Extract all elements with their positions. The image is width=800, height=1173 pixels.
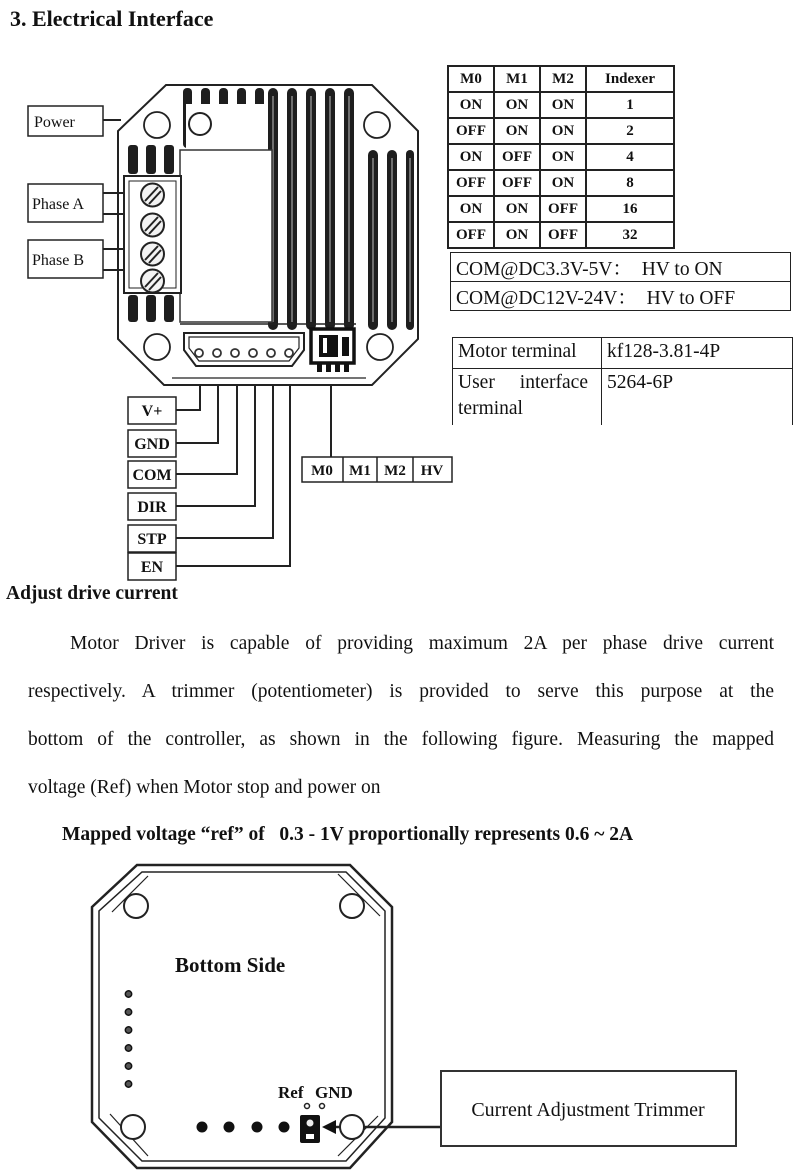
cell: 16 <box>586 196 674 222</box>
com-rule-1: COM@DC3.3V-5V： HV to ON <box>451 253 791 282</box>
motor-terminal-block <box>124 145 181 322</box>
ref-label: Ref <box>278 1083 304 1102</box>
paragraph-line: Motor Driver is capable of providing maximum 2A per phase drive current <box>70 633 774 654</box>
dip-label-m2: M2 <box>384 463 406 479</box>
cell: ON <box>494 118 540 144</box>
cell: ON <box>494 222 540 248</box>
table-row <box>448 196 674 222</box>
mapped-voltage-note: Mapped voltage “ref” of 0.3 - 1V proportionally represents 0.6 ~ 2A <box>62 824 634 845</box>
col-header: M0 <box>448 66 494 92</box>
terminal-part: kf128-3.81-4P <box>602 338 793 369</box>
power-callout <box>28 106 121 136</box>
cell: 8 <box>586 170 674 196</box>
ref-test-point <box>305 1104 310 1109</box>
table-row <box>448 222 674 248</box>
module-plate <box>180 150 272 322</box>
table-row <box>448 66 674 92</box>
cell: ON <box>448 92 494 118</box>
cell: OFF <box>448 118 494 144</box>
col-header: Indexer <box>586 66 674 92</box>
dip-label-hv: HV <box>420 463 444 479</box>
cell: ON <box>540 92 586 118</box>
cell: 1 <box>586 92 674 118</box>
terminal-name: Motor terminal <box>453 338 602 369</box>
cell: ON <box>540 144 586 170</box>
trimmer-callout <box>441 1071 736 1146</box>
bottom-side-diagram <box>0 855 800 1173</box>
col-header: M1 <box>494 66 540 92</box>
table-row <box>451 253 791 282</box>
table-row <box>448 144 674 170</box>
paragraph-line: voltage (Ref) when Motor stop and power on <box>28 777 381 798</box>
paragraph-line: bottom of the controller, as shown in the following figure. Measuring the mapped <box>28 729 774 750</box>
section-heading: Adjust drive current <box>6 583 178 604</box>
body-paragraph <box>28 620 774 812</box>
table-row <box>453 369 793 426</box>
cell: OFF <box>494 170 540 196</box>
page-title: 3. Electrical Interface <box>10 6 214 31</box>
dip-label-m0: M0 <box>311 463 333 479</box>
board-side-label: Bottom Side <box>175 953 286 977</box>
phase-b-callout <box>28 240 124 278</box>
table-row <box>451 282 791 311</box>
pin-label-com: COM <box>132 467 172 484</box>
electrical-interface-diagram <box>0 0 470 592</box>
col-header: M2 <box>540 66 586 92</box>
cell: OFF <box>540 196 586 222</box>
terminal-spec-table <box>452 337 793 425</box>
dip-label-m1: M1 <box>349 463 371 479</box>
heatsink-hole <box>189 113 211 135</box>
dip-label-strip <box>302 457 452 482</box>
pin-label-stp: STP <box>137 531 167 548</box>
table-row <box>448 118 674 144</box>
cell: OFF <box>494 144 540 170</box>
trimmer-callout-label: Current Adjustment Trimmer <box>471 1099 705 1121</box>
cell: 4 <box>586 144 674 170</box>
pin-label-dir: DIR <box>137 499 167 516</box>
cell: 2 <box>586 118 674 144</box>
gnd-test-point <box>320 1104 325 1109</box>
terminal-part: 5264-6P <box>607 372 674 393</box>
phase-a-callout <box>28 184 124 222</box>
pin-labels <box>128 397 176 580</box>
com-voltage-table <box>450 252 791 311</box>
cell: ON <box>540 118 586 144</box>
cell: ON <box>540 170 586 196</box>
table-row <box>453 338 793 369</box>
cell: ON <box>448 196 494 222</box>
cell: ON <box>448 144 494 170</box>
pin-label-vplus: V+ <box>141 403 163 420</box>
cell: OFF <box>448 222 494 248</box>
pin-label-gnd: GND <box>134 436 170 453</box>
user-interface-connector <box>184 333 304 366</box>
table-row <box>448 170 674 196</box>
table-row <box>448 92 674 118</box>
cell: OFF <box>448 170 494 196</box>
terminal-name: User interface terminal <box>458 372 588 419</box>
gnd-label: GND <box>315 1083 353 1102</box>
pin-label-en: EN <box>140 559 164 576</box>
power-label: Power <box>34 114 75 131</box>
phase-b-label: Phase B <box>32 252 84 269</box>
phase-a-label: Phase A <box>32 196 84 213</box>
current-trimmer <box>300 1115 320 1143</box>
paragraph-line: respectively. A trimmer (potentiometer) is provided to serve this purpose at the <box>28 681 774 702</box>
cell: ON <box>494 196 540 222</box>
cell: OFF <box>540 222 586 248</box>
cell: ON <box>494 92 540 118</box>
cell: 32 <box>586 222 674 248</box>
microstep-indexer-table <box>447 65 675 249</box>
com-rule-2: COM@DC12V-24V： HV to OFF <box>451 282 791 311</box>
